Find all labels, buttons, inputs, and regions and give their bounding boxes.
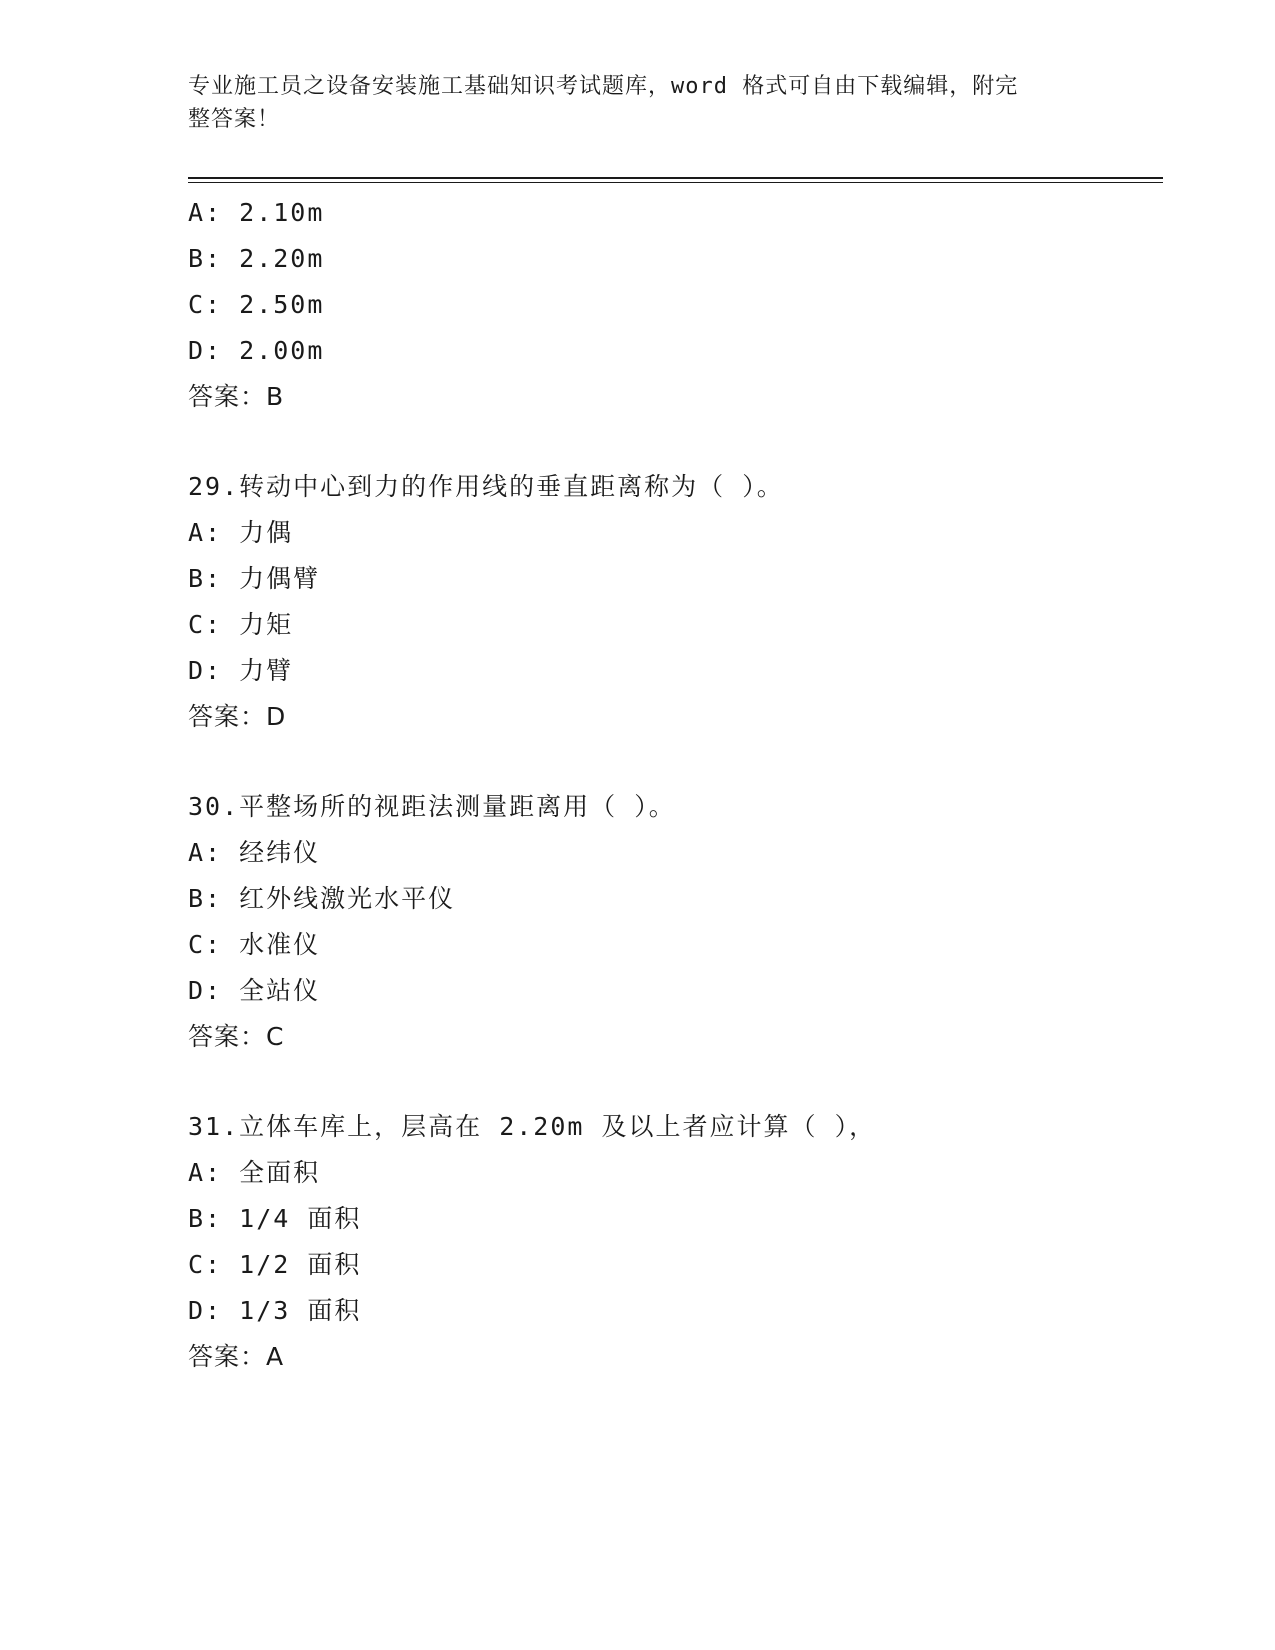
option-b: B: 力偶臂 xyxy=(188,564,321,593)
answer: 答案：D xyxy=(188,702,287,731)
option-b: B: 红外线激光水平仪 xyxy=(188,884,456,913)
spacer xyxy=(188,420,1163,464)
question-28-partial xyxy=(188,190,1163,420)
option-d: D: 1/3 面积 xyxy=(188,1296,362,1325)
answer: 答案：C xyxy=(188,1022,285,1051)
spacer xyxy=(188,1060,1163,1104)
document-header xyxy=(188,70,1088,136)
option-a: A: 2.10m xyxy=(188,198,325,227)
answer: 答案：A xyxy=(188,1342,285,1371)
option-d: D: 全站仪 xyxy=(188,976,321,1005)
option-d: D: 力臂 xyxy=(188,656,294,685)
option-a: A: 全面积 xyxy=(188,1158,321,1187)
option-c: C: 1/2 面积 xyxy=(188,1250,362,1279)
option-c: C: 水准仪 xyxy=(188,930,321,959)
header-line-1: 专业施工员之设备安装施工基础知识考试题库，word 格式可自由下载编辑，附完 xyxy=(188,74,1019,99)
spacer xyxy=(188,740,1163,784)
header-divider-thick xyxy=(188,177,1163,179)
question-text: 31.立体车库上，层高在 2.20m 及以上者应计算（ ）， xyxy=(188,1112,877,1141)
question-31 xyxy=(188,1104,1163,1380)
question-text: 29.转动中心到力的作用线的垂直距离称为（ ）。 xyxy=(188,472,784,501)
option-d: D: 2.00m xyxy=(188,336,325,365)
answer: 答案：B xyxy=(188,382,285,411)
option-b: B: 1/4 面积 xyxy=(188,1204,362,1233)
option-c: C: 力矩 xyxy=(188,610,294,639)
option-a: A: 经纬仪 xyxy=(188,838,321,867)
question-text: 30.平整场所的视距法测量距离用（ ）。 xyxy=(188,792,676,821)
question-29 xyxy=(188,464,1163,740)
option-b: B: 2.20m xyxy=(188,244,325,273)
question-list xyxy=(188,190,1163,1380)
option-c: C: 2.50m xyxy=(188,290,325,319)
option-a: A: 力偶 xyxy=(188,518,294,547)
header-line-2: 整答案！ xyxy=(188,107,281,132)
header-divider-thin xyxy=(188,182,1163,183)
question-30 xyxy=(188,784,1163,1060)
